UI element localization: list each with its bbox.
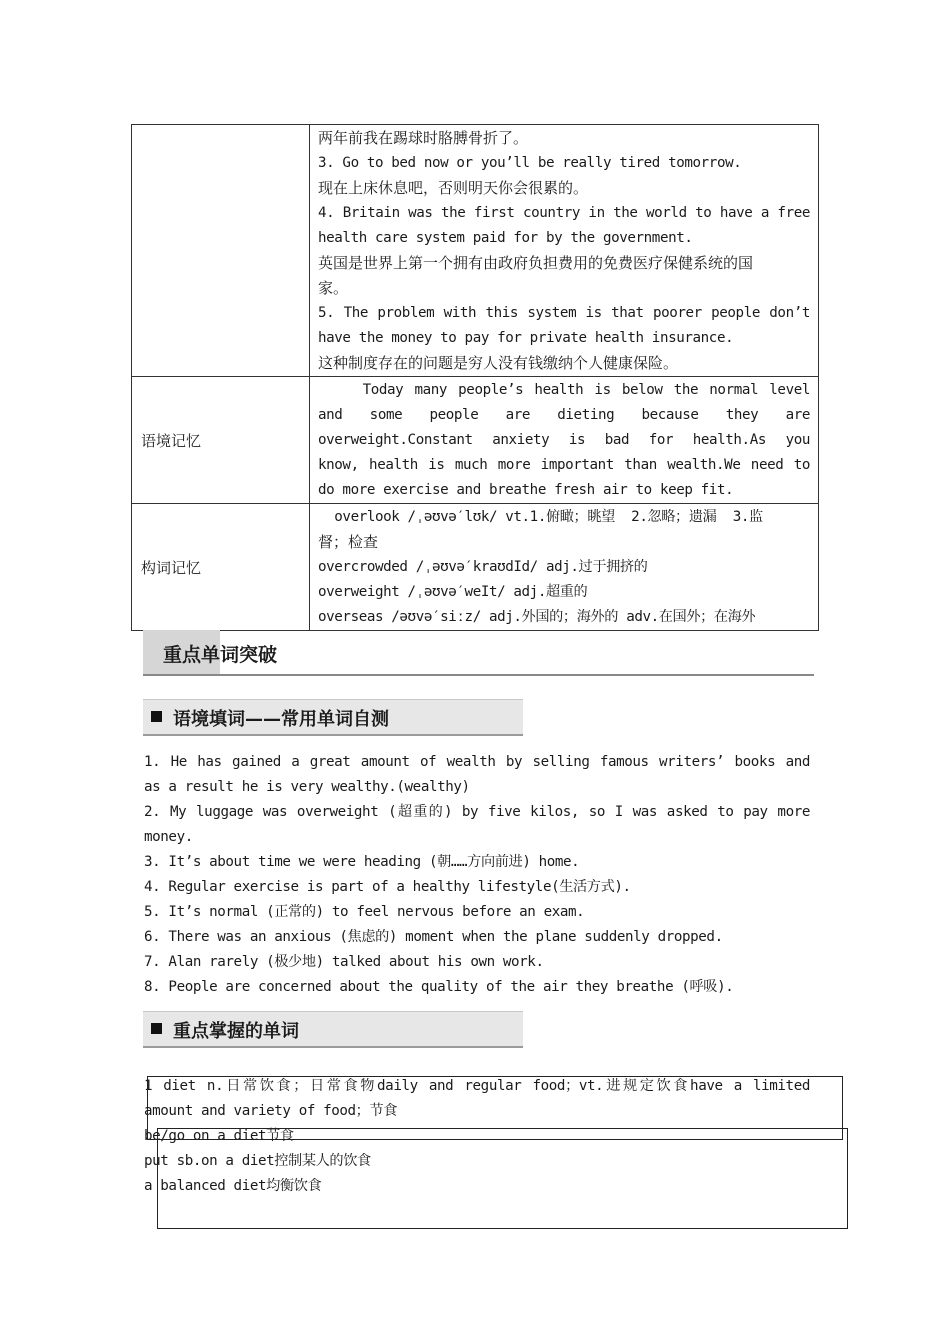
word-line: overcrowded /ˌəʊvə′kraʊdId/ adj.过于拥挤的 — [318, 559, 648, 575]
sentence-line: 家。 — [318, 279, 349, 297]
exercise-line: 8. People are concerned about the quality of the air they breathe (呼吸). — [144, 979, 734, 995]
sentence-line: 5. The problem with this system is that poorer people don’t — [318, 305, 810, 321]
word-formation-cell — [310, 504, 819, 631]
sentence-line: have the money to pay for private health insurance. — [318, 330, 734, 346]
frame-box — [157, 1128, 848, 1229]
entry-line: be/go on a diet节食 — [144, 1128, 294, 1144]
word-line: overseas /əʊvə′siːz/ adj.外国的；海外的 adv.在国外；在海外 — [318, 609, 756, 625]
context-memory-cell — [310, 377, 819, 504]
passage-line: Today many people’s health is below the normal level — [318, 382, 810, 398]
word-line: overweight /ˌəʊvə′weIt/ adj.超重的 — [318, 584, 588, 600]
exercise-line: as a result he is very wealthy.(wealthy) — [144, 779, 470, 795]
section-heading — [143, 630, 814, 676]
word-line: overlook /ˌəʊvə′lʊk/ vt.1.俯瞰；眺望 2.忽略；遗漏 3.监 — [318, 509, 763, 525]
vocabulary-table — [131, 124, 819, 631]
entry-line: put sb.on a diet控制某人的饮食 — [144, 1153, 371, 1169]
passage-line: overweight.Constant anxiety is bad for health.As you — [318, 432, 810, 448]
subsection-bar-fill-in — [143, 699, 523, 736]
exercise-line: 2. My luggage was overweight (超重的) by five kilos, so I was asked to pay more — [144, 804, 810, 820]
row-label-word-formation: 构词记忆 — [132, 504, 310, 631]
sentence-line: 3. Go to bed now or you’ll be really tired tomorrow. — [318, 155, 742, 171]
passage-line: and some people are dieting because they are — [318, 407, 810, 423]
exercise-line: money. — [144, 829, 193, 845]
entry-line: a balanced diet均衡饮食 — [144, 1178, 322, 1194]
row-label-context-memory: 语境记忆 — [132, 377, 310, 504]
sentence-line: 4. Britain was the first country in the world to have a free — [318, 205, 810, 221]
example-sentences-cell — [310, 125, 819, 377]
table-row — [132, 125, 819, 377]
word-line: 督；检查 — [318, 533, 379, 551]
exercise-line: 3. It’s about time we were heading (朝……方向前进) home. — [144, 854, 580, 870]
row-label-empty — [132, 125, 310, 377]
exercise-line: 4. Regular exercise is part of a healthy lifestyle(生活方式). — [144, 879, 631, 895]
square-bullet-icon — [151, 711, 162, 722]
subsection-title: 重点掌握的单词 — [173, 1021, 299, 1042]
sentence-line: 这种制度存在的问题是穷人没有钱缴纳个人健康保险。 — [318, 354, 679, 372]
subsection-title: 语境填词——常用单词自测 — [173, 709, 389, 730]
section-heading-text: 重点单词突破 — [163, 644, 278, 666]
table-row — [132, 504, 819, 631]
exercise-line: 1. He has gained a great amount of wealth by selling famous writers’ books and — [144, 754, 810, 770]
sentence-line: 两年前我在踢球时胳膊骨折了。 — [318, 129, 529, 147]
exercise-line: 7. Alan rarely (极少地) talked about his own work. — [144, 954, 544, 970]
entry-line: 1 diet n.日常饮食；日常食物daily and regular food；vt.进规定饮食have a limited — [144, 1078, 810, 1094]
square-bullet-icon — [151, 1023, 162, 1034]
sentence-line: 现在上床休息吧，否则明天你会很累的。 — [318, 179, 589, 197]
passage-line: know, health is much more important than wealth.We need to — [318, 457, 810, 473]
entry-line: amount and variety of food；节食 — [144, 1103, 398, 1119]
exercise-line: 5. It’s normal (正常的) to feel nervous before an exam. — [144, 904, 585, 920]
exercise-list — [144, 750, 810, 1000]
sentence-line: 英国是世界上第一个拥有由政府负担费用的免费医疗保健系统的国 — [318, 254, 754, 272]
table-row — [132, 377, 819, 504]
exercise-line: 6. There was an anxious (焦虑的) moment when the plane suddenly dropped. — [144, 929, 723, 945]
sentence-line: health care system paid for by the government. — [318, 230, 693, 246]
passage-line: do more exercise and breathe fresh air to keep fit. — [318, 482, 734, 498]
subsection-bar-key-words — [143, 1011, 523, 1048]
